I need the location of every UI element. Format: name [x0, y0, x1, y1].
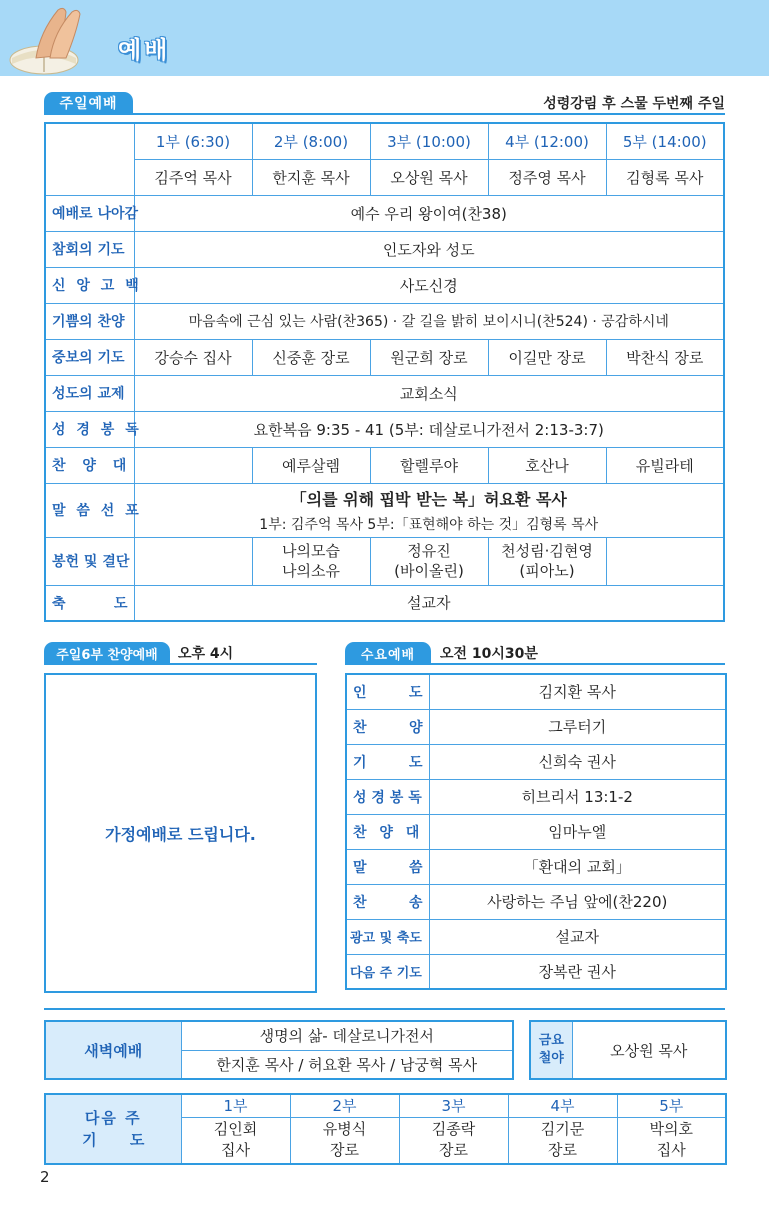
next-prayer-title-5: 집사 [656, 1141, 686, 1160]
wed-value-lead: 김지환 목사 [429, 674, 726, 709]
creed-value: 사도신경 [134, 267, 724, 303]
wed-value-praise: 그루터기 [429, 709, 726, 744]
wed-label-praise: 찬 양 [346, 709, 429, 744]
fellowship-value: 교회소식 [134, 375, 724, 411]
next-week-prayer-table [44, 1093, 727, 1165]
row-label-offering: 봉헌 및 결단 [45, 537, 134, 585]
row-label-scripture: 성 경 봉 독 [45, 411, 134, 447]
wed-label-choir: 찬 양 대 [346, 814, 429, 849]
choir-4: 호산나 [488, 447, 606, 483]
service-3-pastor: 오상원 목사 [370, 159, 488, 195]
wed-value-next-prayer: 장복란 권사 [429, 954, 726, 989]
friday-pastor: 오상원 목사 [572, 1021, 726, 1079]
sunday-worship-table [44, 122, 725, 622]
service-5-pastor: 김형록 목사 [606, 159, 724, 195]
wed-label-announce: 광고 및 축도 [346, 919, 429, 954]
sunday6-time: 오후 4시 [178, 646, 234, 662]
next-prayer-title-1: 집사 [221, 1141, 250, 1160]
service-5-header: 5부 (14:00) [606, 123, 724, 159]
dawn-pastors: 한지훈 목사 / 허요환 목사 / 남궁혁 목사 [181, 1050, 513, 1079]
row-label-sermon: 말 씀 선 포 [45, 483, 134, 537]
friday-label-line2: 철야 [538, 1051, 564, 1066]
row-label-approach: 예배로 나아감 [45, 195, 134, 231]
service-4-header: 4부 (12:00) [488, 123, 606, 159]
offering-4-line1: 천성림·김현영 [501, 542, 593, 560]
choir-2: 예루살렘 [252, 447, 370, 483]
next-prayer-label-line2: 기 도 [82, 1131, 159, 1149]
offering-2-line1: 나의모습 [282, 542, 340, 560]
wed-label-lead: 인 도 [346, 674, 429, 709]
sermon-main: 「의를 위해 핍박 받는 복」허요환 목사 [290, 489, 567, 509]
sermon-sub: 1부: 김주억 목사 5부:「표현해야 하는 것」김형록 목사 [259, 516, 599, 533]
page-number: 2 [40, 1168, 50, 1186]
friday-label [530, 1021, 572, 1079]
scripture-value: 요한복음 9:35 - 41 (5부: 데살로니가전서 2:13-3:7) [134, 411, 724, 447]
row-label-praise: 기쁨의 찬양 [45, 303, 134, 339]
choir-5: 유빌라테 [606, 447, 724, 483]
next-prayer-name-2: 유병식 [322, 1120, 367, 1139]
wed-value-choir: 임마누엘 [429, 814, 726, 849]
next-prayer-part-3: 3부 [399, 1094, 508, 1117]
offering-2 [252, 537, 370, 585]
wed-value-sermon: 「환대의 교회」 [429, 849, 726, 884]
next-prayer-person-3 [399, 1117, 508, 1164]
sunday6-box [44, 673, 317, 993]
next-prayer-name-5: 박의호 [649, 1120, 693, 1139]
choir-3: 할렐루야 [370, 447, 488, 483]
next-prayer-person-1 [181, 1117, 290, 1164]
next-prayer-label-line1: 다음 주 [84, 1109, 142, 1127]
offering-2-line2: 나의소유 [282, 562, 340, 580]
service-1-header: 1부 (6:30) [134, 123, 252, 159]
intercession-1: 강승수 집사 [134, 339, 252, 375]
tab-sunday-worship: 주일예배 [44, 92, 133, 114]
page-title: 예배 [118, 36, 171, 64]
row-label-choir: 찬 양 대 [45, 447, 134, 483]
offering-3 [370, 537, 488, 585]
dawn-title: 생명의 삶- 데살로니가전서 [181, 1021, 513, 1050]
tab-sunday6-worship: 주일6부 찬양예배 [44, 642, 170, 664]
wed-label-next-prayer: 다음 주 기도 [346, 954, 429, 989]
next-prayer-name-4: 김기문 [540, 1120, 585, 1139]
service-2-header: 2부 (8:00) [252, 123, 370, 159]
next-prayer-person-2 [290, 1117, 399, 1164]
offering-4-line2: (피아노) [519, 562, 575, 580]
offering-3-line1: 정유진 [407, 542, 451, 560]
next-prayer-part-1: 1부 [181, 1094, 290, 1117]
friday-vigil-table [529, 1020, 727, 1080]
wed-label-prayer: 기 도 [346, 744, 429, 779]
next-prayer-name-3: 김종락 [431, 1120, 476, 1139]
intercession-4: 이길만 장로 [488, 339, 606, 375]
next-prayer-person-4 [508, 1117, 617, 1164]
divider [44, 1008, 725, 1010]
wed-value-hymn: 사랑하는 주님 앞에(찬220) [429, 884, 726, 919]
wednesday-table [345, 673, 727, 990]
next-prayer-title-2: 장로 [330, 1141, 359, 1160]
week-subtitle: 성령강림 후 스물 두번째 주일 [543, 96, 725, 112]
wed-label-sermon: 말 씀 [346, 849, 429, 884]
corner-cell [45, 123, 134, 195]
tab-wednesday-worship: 수요예배 [345, 642, 431, 664]
dawn-label: 새벽예배 [45, 1021, 181, 1079]
next-prayer-part-2: 2부 [290, 1094, 399, 1117]
next-prayer-title-3: 장로 [439, 1141, 468, 1160]
intercession-2: 신중훈 장로 [252, 339, 370, 375]
confession-value: 인도자와 성도 [134, 231, 724, 267]
row-label-intercession: 중보의 기도 [45, 339, 134, 375]
sermon-cell [134, 483, 724, 537]
row-label-creed: 신 앙 고 백 [45, 267, 134, 303]
service-3-header: 3부 (10:00) [370, 123, 488, 159]
next-prayer-title-4: 장로 [548, 1141, 577, 1160]
offering-1 [134, 537, 252, 585]
praying-hands-bible-icon [6, 2, 98, 76]
divider [44, 663, 317, 665]
service-2-pastor: 한지훈 목사 [252, 159, 370, 195]
approach-value: 예수 우리 왕이여(찬38) [134, 195, 724, 231]
offering-3-line2: (바이올린) [394, 562, 464, 580]
wed-label-scripture: 성 경 봉 독 [346, 779, 429, 814]
service-4-pastor: 정주영 목사 [488, 159, 606, 195]
dawn-worship-table [44, 1020, 514, 1080]
divider [345, 663, 725, 665]
row-label-benediction: 축 도 [45, 585, 134, 621]
choir-1 [134, 447, 252, 483]
wednesday-time: 오전 10시30분 [440, 646, 538, 662]
divider [44, 113, 725, 115]
next-prayer-part-5: 5부 [617, 1094, 726, 1117]
offering-4 [488, 537, 606, 585]
sunday6-message: 가정예배로 드립니다. [105, 824, 256, 844]
next-prayer-label [45, 1094, 181, 1164]
friday-label-line1: 금요 [538, 1033, 564, 1048]
row-label-confession: 참회의 기도 [45, 231, 134, 267]
intercession-3: 원군희 장로 [370, 339, 488, 375]
next-prayer-part-4: 4부 [508, 1094, 617, 1117]
next-prayer-person-5 [617, 1117, 726, 1164]
next-prayer-name-1: 김인회 [213, 1120, 258, 1139]
page-header [0, 0, 769, 76]
service-1-pastor: 김주억 목사 [134, 159, 252, 195]
wed-value-prayer: 신희숙 권사 [429, 744, 726, 779]
wed-value-announce: 설교자 [429, 919, 726, 954]
offering-5 [606, 537, 724, 585]
benediction-value: 설교자 [134, 585, 724, 621]
intercession-5: 박찬식 장로 [606, 339, 724, 375]
wed-label-hymn: 찬 송 [346, 884, 429, 919]
praise-value: 마음속에 근심 있는 사람(찬365) · 갈 길을 밝히 보이시니(찬524) · 공감하시네 [134, 303, 724, 339]
wed-value-scripture: 히브리서 13:1-2 [429, 779, 726, 814]
row-label-fellowship: 성도의 교제 [45, 375, 134, 411]
